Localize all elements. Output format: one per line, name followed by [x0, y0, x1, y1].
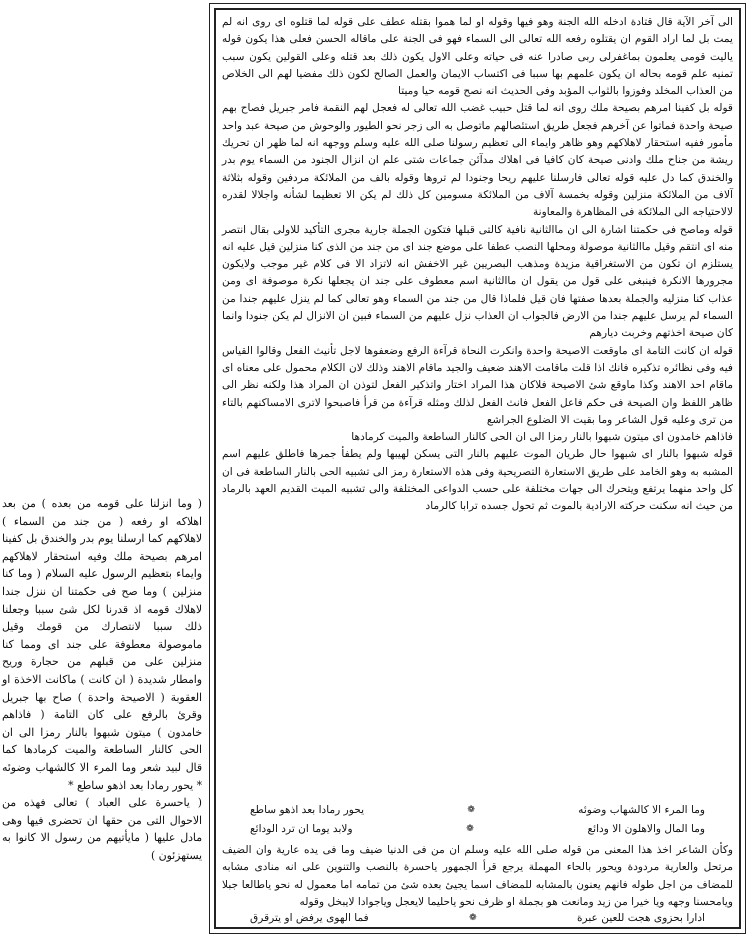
commentary-paragraph: الى آخر الآية قال قتادة ادخله الله الجنة وهو فيها وقوله او لما هموا بقتله عطف على قوله لما قتلوه اى روى انه لم يمت بل لما اراد القوم ان يقتلوه رفعه الله تعالى الى السماء فهو فى الجنة على ماقاله الحسن فعلى هذا يكون قوله ياليت قومى يعلمون بماغفرلى ربى صادرا عنه فى حياته وعلى الاول يكون ذلك بعد قتله وعلى القولين يكون سبب تمنيه علم قومه بحاله ان يكون علمهم بها سببا فى اكتساب الايمان والعمل الصالح لكون ذلك مفضيا لهم الى الخلاص من العذاب المخلد وفوزوا بالثواب المؤبد وفى الحديث انه نصح قومه حيا وميتا: [222, 16, 733, 98]
poem-verse: [220, 800, 735, 819]
commentary-text: [222, 14, 733, 516]
commentary-frame: [214, 8, 741, 929]
poem-verses-tail: [220, 908, 735, 927]
hemistich-first: وما المال والاهلون الا ودائع: [587, 822, 705, 835]
commentary-paragraph: فاذاهم خامدون اى ميتون شبهوا بالنار رمزا الى ان الحى كالنار الساطعة والميت كرمادها: [351, 431, 733, 444]
commentary-paragraph: قوله ان كانت التامة اى ماوقعت الاصيحة واحدة وانكرت النحاة قرآءة الرفع وضعفوها لاجل تأنيث الفعل وقالوا القياس فيه وفى نظائره تذكيره فانك اذا قلت ماقامت الاهند ضعيف والجيد ماقام الاهند وذلك لان الكلام محمول على معناه اى ماقام احد الاهند وكذا ماوقع شئ الاصيحة فلاكان هذا المراد اختار واتذكير الفعل لتوذن ان المراد هذا ولكنه نظر الى ظاهر اللفظ وان الصيحة فى حكم فاعل الفعل فانث الفعل لذلك ومثله قرآءة من قرأ فاصبحوا لاترى الامساكنهم بالتاء من ترى وعليه قول الشاعر وما بقيت الا الضلوع الجراشع: [222, 344, 733, 426]
verse-separator: ❁: [469, 912, 477, 923]
hemistich-second: فما الهوى يرفض او يترقرق: [250, 911, 369, 924]
commentary-paragraph: قوله شبهوا بالنار اى شبهوا حال طريان الموت عليهم بالنار التى يسكن لهيبها ولم يطفأ جمرها فاطلق عليهم اسم المشبه به وهو الخامد على طريق الاستعارة التصريحية وفى هذه الاستعارة رمز الى تشبيه الحى بالنار الساطعة فى ان كل واحد منهما يرتفع ويتحرك الى جهات مختلفة على حسب الدواعى المختلفة والى تشبيه الميت القديم العهد بالرماد من حيث انه سكنت حركته الارادية بالموت ثم تحول جسده ترابا كالرماد: [222, 448, 733, 513]
verse-separator: ❁: [466, 823, 474, 834]
margin-tafsir-text: [2, 495, 202, 864]
margin-paragraph: ( وما انزلنا على قومه من بعده ) من بعد اهلاكه او رفعه ( من جند من السماء ) لاهلاكهم كما ارسلنا يوم بدر والخندق بل كفينا امرهم بصيحة ملك وفيه استحقار لاهلاكهم وايماء بتعظيم الرسول عليه السلام ( وما كنا منزلين ) وما صح فى حكمتنا ان ننزل جندا لاهلاك قومه اذ قدرنا لكل شئ سببا وجعلنا ذلك سببا لانتصارك من قومك وقيل ماموصولة معطوفة على جند اى ومما كنا منزلين على من قبلهم من حجارة وريح وامطار شديدة ( ان كانت ) ماكانت الاخذة او العقوبة ( الاصيحة واحدة ) صاح بها جبريل وقرئ بالرفع على كان التامة ( فاذاهم خامدون ) ميتون شبهوا بالنار رمزا الى ان الحى كالنار الساطعة والميت كرمادها كما قال لبيد شعر وما المرء الا كالشهاب وضوئه * يحور رمادا بعد اذهو ساطع *: [2, 497, 202, 792]
commentary-paragraph: قوله وماصح فى حكمتنا اشارة الى ان ماالثانية نافية كالتى قبلها فتكون الجملة جارية مجرى التأكيد للاولى بقال انتصر منه اى انتقم وقيل ماالثانية موصولة ومحلها النصب عطفا على موضع جند اى من جند من الذى كنا منزلين قيل عليه انه يستلزم ان تكون من الاستغراقية مزيدة ومذهب البصريين غير الاخفش انه لاتزاد الا فى كلام غير موجب ولايكون مجرورها الانكرة فينبغى على قول من يقول ان ماالثانية اسم معطوف على جند ان يجعلها نكرة موصوفة اى ومن عذاب كنا منزليه والجملة بعدها صفتها فان قيل فلماذا قال من جند من السماء وهو تعالى كما لم ينزل عليهم جندا من السماء لم يرسل عليهم جندا من الارض فالجواب ان العذاب نزل عليهم من السماء فبين ان الانزال لم يكن جنودا وانما كان صيحة اخذتهم وخربت ديارهم: [222, 223, 733, 340]
commentary-paragraph: قوله بل كفينا امرهم بصيحة ملك روى انه لما قتل حبيب غضب الله تعالى له فعجل لهم النقمة فامر جبريل فصاح بهم صيحة واحدة فماتوا عن آخرهم فجعل طريق استئصالهم ماتوصل به الى زجر نحو الطيور والوحوش من صيحة عبد واحد مأمور ففيه استحقار لاهلاكهم وهو ظاهر وايماء الى تعظيم رسولنا صلى الله عليه وسلم ووجهه انه لما ظهر ان تحريك ريشة من جناح ملك وادنى صيحة كان كافيا فى اهلاك مدآئن جماعات شتى علم ان انزال الجنود من السماء يوم بدر والخندق كما دل عليه قوله تعالى فارسلنا عليهم ريحا وجنودا لم تروها وقوله بالف من الملائكة مردفين وقوله بثلاثة آلاف من الملائكة منزلين وقوله بخمسة آلاف من الملائكة مسومين كل ذلك لم يكن الا تعظيما لشأنه واجلالا لقدره لالاحتياجه الى الملائكة فى المظاهرة والمعاونة: [222, 102, 733, 219]
hemistich-first: ادارا بحزوى هجت للعين عبرة: [576, 911, 705, 924]
commentary-tail: وكأن الشاعر اخذ هذا المعنى من قوله صلى الله عليه وسلم ان من فى الدنيا ضيف وما فى يده عارية وان الضيف مرتحل والعارية مردودة ويحور بالحاء المهملة يرجع قرأ الجمهور ياحسرة بالنصب والتنوين على انه منادى مشابه للمضاف من اجل طوله فانهم يعنون بالمشابه للمضاف اسما يجيئ بعده شئ من تمامه اما معمول له نحو ياطالعا جبلا ويامحسنا وجهه ويا خيرا من زيد ومانعت هو بجملة او ظرف نحو ياحليما لايعجل وياجوادا لايبخل وقوله: [222, 844, 733, 908]
poem-verse: [220, 908, 735, 927]
poem-verse: [220, 819, 735, 838]
hemistich-second: يحور رمادا بعد اذهو ساطع: [250, 803, 365, 816]
hemistich-first: وما المرء الا كالشهاب وضوئه: [578, 803, 705, 816]
margin-paragraph: ( ياحسرة على العباد ) تعالى فهذه من الاحوال التى من حقها ان تحضرى فيها وهى مادل عليها ( مايأتيهم من رسول الا كانوا به يستهزئون ): [2, 796, 202, 862]
verse-separator: ❁: [467, 804, 475, 815]
poem-verses: [220, 800, 735, 838]
hemistich-second: ولابد يوما ان ترد الودائع: [250, 822, 353, 835]
